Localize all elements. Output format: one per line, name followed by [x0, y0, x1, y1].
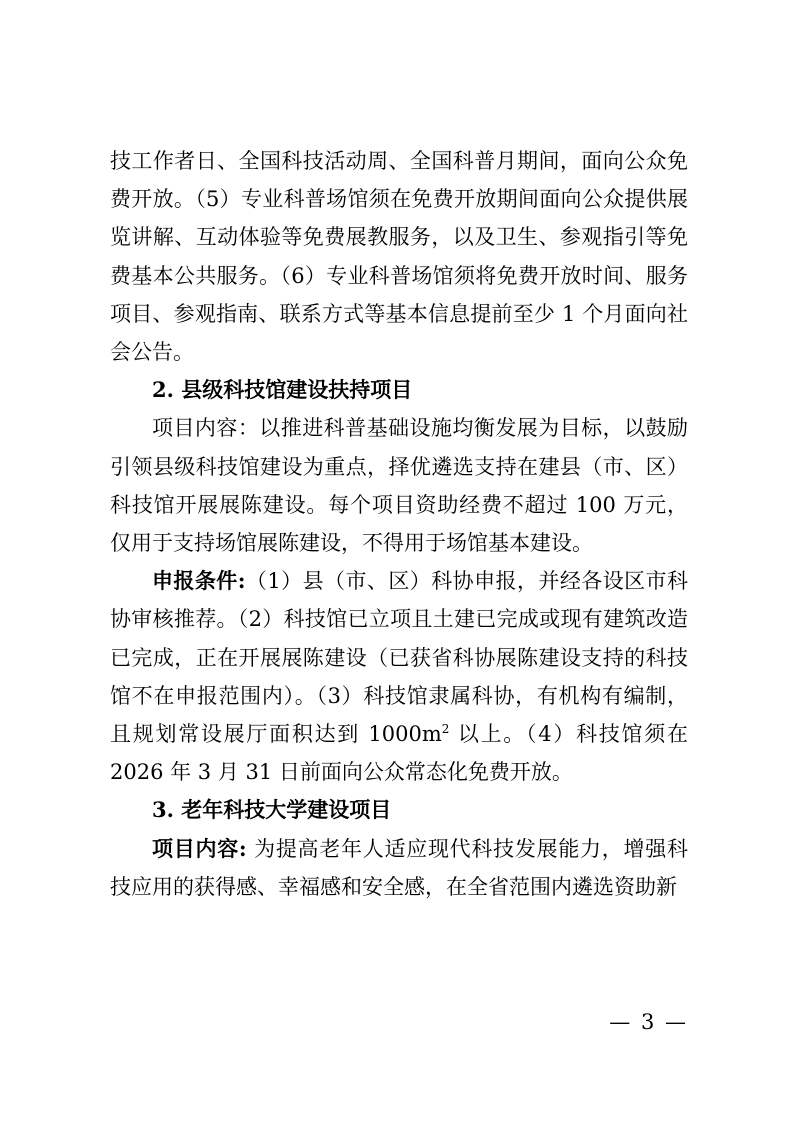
application-conditions-text-a: （1）县（市、区）科协申报，并经各设区市科协审核推荐。（2）科技馆已立项且土建已完成或现有建筑改造已完成，正在开展展陈建设（已获省科协展陈建设支持的科技馆不在申报范围内）。（3）科技馆隶属科协，有机构有编制，且规划常设展厅面积达到 1000m [110, 569, 688, 747]
document-body [110, 142, 688, 906]
project-content-label: 项目内容: [152, 835, 247, 861]
paragraph-project-content: 项目内容：以推进科普基础设施均衡发展为目标，以鼓励引领县级科技馆建设为重点，择优遴选支持在建县（市、区）科技馆开展展陈建设。每个项目资助经费不超过 100 万元，仅用于支持场馆展陈建设，不得用于场馆基本建设。 [110, 416, 688, 556]
page-number: — 3 — [609, 1010, 688, 1034]
project-content-text: 为提高老年人适应现代科技发展能力，增强科技应用的获得感、幸福感和安全感，在全省范围内遴选资助新 [110, 836, 688, 899]
section-heading-senior-tech-university: 3. 老年科技大学建设项目 [152, 797, 392, 823]
paragraph-senior-project-content [110, 830, 688, 906]
application-conditions-label: 申报条件: [152, 568, 246, 594]
application-conditions-text-b: 以上。（4）科技馆须在 2026 年 3 月 31 日前面向公众常态化免费开放。 [110, 722, 688, 785]
section-heading-county-science-museum: 2. 县级科技馆建设扶持项目 [152, 377, 413, 403]
paragraph-application-conditions [110, 562, 688, 791]
superscript-square: 2 [441, 722, 450, 737]
paragraph-continuation: 技工作者日、全国科技活动周、全国科普月期间，面向公众免费开放。（5）专业科普场馆须在免费开放期间面向公众提供展览讲解、互动体验等免费展教服务，以及卫生、参观指引等免费基本公共服务。（6）专业科普场馆须将免费开放时间、服务项目、参观指南、联系方式等基本信息提前至少 1 个月面向社会公告。 [110, 149, 688, 365]
